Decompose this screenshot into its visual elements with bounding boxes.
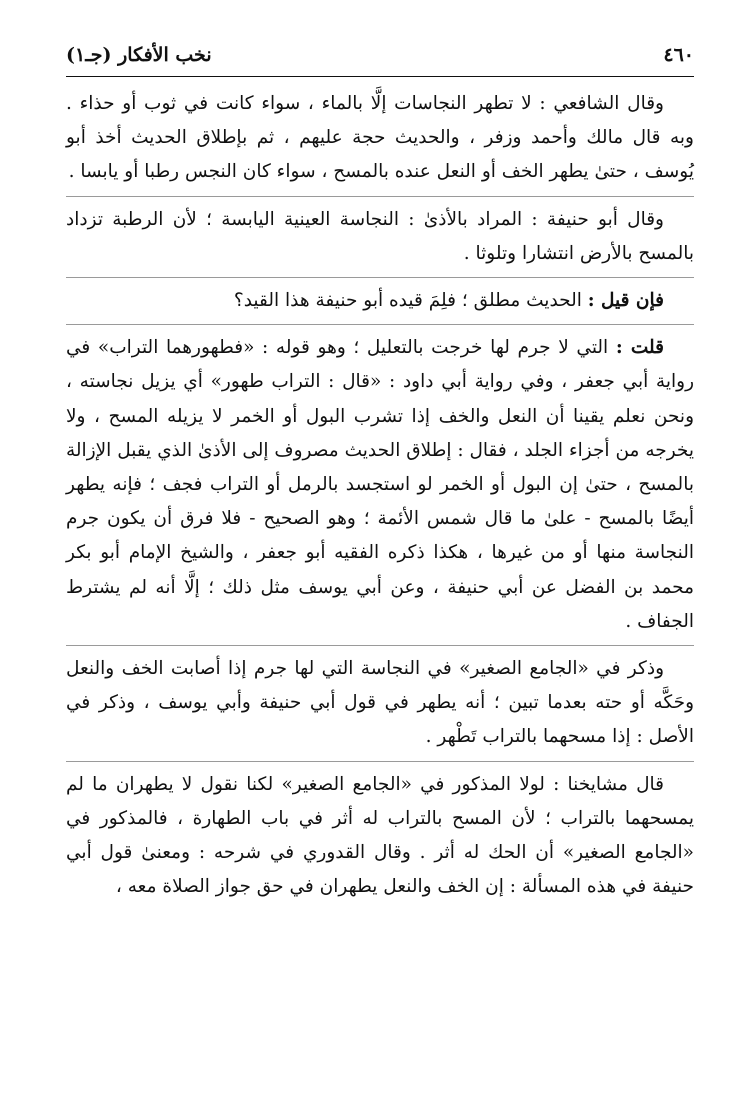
header-rule <box>66 76 694 77</box>
paragraph-shafii <box>66 87 694 190</box>
paragraph-text: الحديث مطلق ؛ فلِمَ قيده أبو حنيفة هذا القيد؟ <box>233 290 582 312</box>
paragraph-divider <box>66 324 694 325</box>
running-header <box>66 38 694 72</box>
paragraph-divider <box>66 277 694 278</box>
book-page <box>66 38 694 904</box>
paragraph-jami-saghir <box>66 652 694 755</box>
paragraph-text: قال مشايخنا : لولا المذكور في «الجامع الصغير» لكنا نقول لا يطهران ما لم يمسحهما بالتراب ؛ لأن المسح بالتراب له أثر في باب الطهارة ، فالمذكور في «الجامع الصغير» أن الحك له أثر . وقال القدوري في شرحه : ومعنىٰ قول أبي حنيفة في هذه المسألة : إن الخف والنعل يطهران في حق جواز الصلاة معه ، <box>66 773 694 898</box>
paragraph-divider <box>66 645 694 646</box>
paragraph-divider <box>66 761 694 762</box>
answer-lead: قلت : <box>615 337 665 359</box>
paragraph-mashayikh <box>66 768 694 905</box>
objection-lead: فإن قيل : <box>587 290 664 312</box>
paragraph-text: وقال الشافعي : لا تطهر النجاسات إلَّا بالماء ، سواء كانت في ثوب أو حذاء . وبه قال مالك وأحمد وزفر ، والحديث حجة عليهم ، ثم بإطلاق الحديث أخذ أبو يُوسف ، حتىٰ يطهر الخف أو النعل عنده بالمسح ، سواء كان النجس رطبا أو يابسا . <box>66 93 694 183</box>
book-title: نخب الأفكار (جـ١) <box>66 44 212 66</box>
page-number: ٤٦٠ <box>663 44 694 66</box>
paragraph-answer <box>66 331 694 639</box>
paragraph-abu-hanifa <box>66 203 694 271</box>
paragraph-divider <box>66 196 694 197</box>
paragraph-text: وذكر في «الجامع الصغير» في النجاسة التي لها جرم إذا أصابت الخف والنعل وحَكَّه أو حته بعدما تبين ؛ أنه يطهر في قول أبي حنيفة وأبي يوسف ، وذكر في الأصل : إذا مسحهما بالتراب تَطْهر . <box>66 658 694 748</box>
paragraph-text: التي لا جرم لها خرجت بالتعليل ؛ وهو قوله : «فطهورهما التراب» في رواية أبي جعفر ، وفي رواية أبي داود : «قال : التراب طهور» أي يزيل نجاسته ، ونحن نعلم يقينا أن النعل والخف إذا تشرب البول أو الخمر لا يزيله المسح ، ولا يخرجه من أجزاء الجلد ، فقال : إطلاق الحديث مصروف إلى الأذىٰ الذي يقبل الإزالة بالمسح ، حتىٰ إن البول أو الخمر لو استجسد بالرمل أو التراب فجف ؛ فإنه يطهر أيضًا بالمسح - علىٰ ما قال شمس الأئمة ؛ وهو الصحيح - فلا فرق أن يكون جرم النجاسة منها أو من غيرها ، هكذا ذكره الفقيه أبو جعفر ، والشيخ الإمام أبو بكر محمد بن الفضل عن أبي حنيفة ، وعن أبي يوسف مثل ذلك ؛ إلَّا أنه لم يشترط الجفاف . <box>66 337 694 632</box>
paragraph-objection <box>66 284 694 318</box>
paragraph-text: وقال أبو حنيفة : المراد بالأذىٰ : النجاسة العينية اليابسة ؛ لأن الرطبة تزداد بالمسح بالأرض انتشارا وتلوثا . <box>66 208 694 264</box>
